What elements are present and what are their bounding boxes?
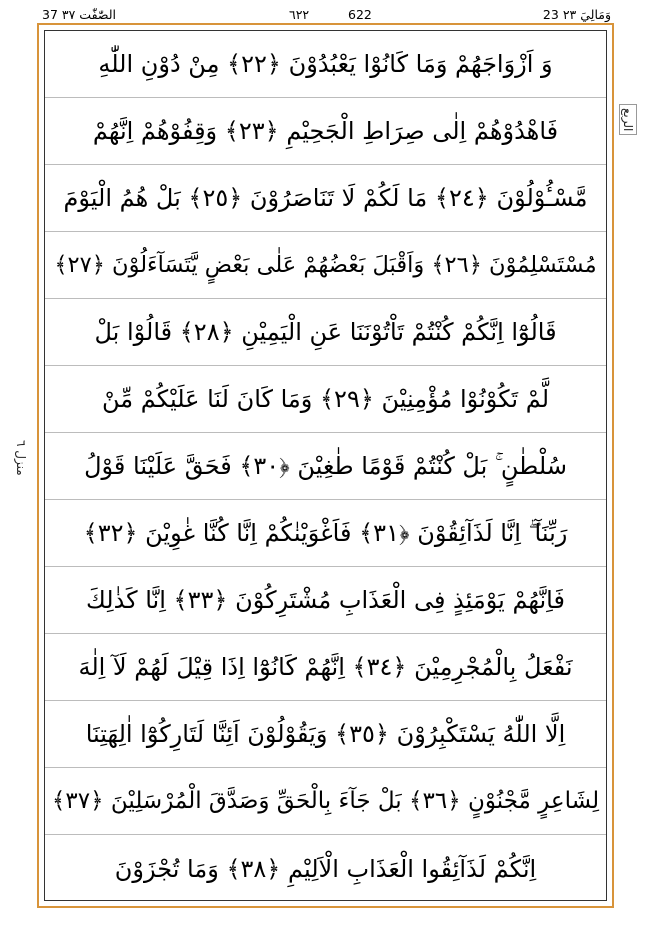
manzil-marker: منزل ٦ [14, 440, 28, 476]
rub-marker: الربع [619, 104, 637, 135]
text-line [45, 500, 606, 567]
text-line [45, 366, 606, 433]
text-line [45, 299, 606, 366]
page-number: 622 [348, 7, 372, 22]
text-line [45, 232, 606, 299]
para-name-header: 23 وَمَالِيَ ٢٣ [542, 7, 611, 22]
verse-line-text: لِشَاعِرٍ مَّجْنُوْنٍ ﴿٣٦﴾ بَلْ جَآءَ بِالْحَقِّ وَصَدَّقَ الْمُرْسَلِيْنَ ﴿٣٧﴾ [51, 787, 600, 814]
page-number-arabic: ٦٢٢ [289, 7, 310, 22]
verse-line-text: وَ اَزْوَاجَهُمْ وَمَا كَانُوْا يَعْبُدُوْنَ ﴿٢٢﴾ مِنْ دُوْنِ اللّٰهِ [98, 50, 553, 78]
text-line [45, 433, 606, 500]
text-line [45, 567, 606, 634]
verse-line-text: رَبِّنَآ ۖ اِنَّا لَذَآئِقُوْنَ ﴿٣١﴾ فَاَغْوَيْنٰكُمْ اِنَّا كُنَّا غٰوِيْنَ ﴿٣٢﴾ [83, 519, 568, 547]
verse-line-text: سُلْطٰنٍ ۚ بَلْ كُنْتُمْ قَوْمًا طٰغِيْنَ ﴿٣٠﴾ فَحَقَّ عَلَيْنَا قَوْلُ [84, 452, 567, 480]
verse-line-text: اِنَّكُمْ لَذَآئِقُوا الْعَذَابِ الْاَلِيْمِ ﴿٣٨﴾ وَمَا تُجْزَوْنَ [114, 854, 537, 883]
verse-line-text: مَّسْـُٔوْلُوْنَ ﴿٢٤﴾ مَا لَكُمْ لَا تَنَاصَرُوْنَ ﴿٢٥﴾ بَلْ هُمُ الْيَوْمَ [63, 184, 588, 212]
text-line [45, 98, 606, 165]
verse-line-text: فَاهْدُوْهُمْ اِلٰى صِرَاطِ الْجَحِيْمِ ﴿٢٣﴾ وَقِفُوْهُمْ اِنَّهُمْ [92, 117, 559, 145]
surah-name-header: 37 الصّٰفّٰت ٣٧ [42, 7, 117, 22]
verse-line-text: مُسْتَسْلِمُوْنَ ﴿٢٦﴾ وَاَقْبَلَ بَعْضُهُمْ عَلٰى بَعْضٍ يَّتَسَآءَلُوْنَ ﴿٢٧﴾ [54, 251, 597, 278]
text-line [45, 634, 606, 701]
verse-line-text: نَفْعَلُ بِالْمُجْرِمِيْنَ ﴿٣٤﴾ اِنَّهُمْ كَانُوْٓا اِذَا قِيْلَ لَهُمْ لَآ اِلٰهَ [78, 653, 573, 681]
verse-line-text: اِلَّا اللّٰهُ يَسْتَكْبِرُوْنَ ﴿٣٥﴾ وَيَقُوْلُوْنَ اَئِنَّا لَتَارِكُوْٓا اٰلِهَتِنَا [85, 720, 566, 748]
text-line [45, 768, 606, 835]
verse-line-text: قَالُوْٓا اِنَّكُمْ كُنْتُمْ تَاْتُوْنَنَا عَنِ الْيَمِيْنِ ﴿٢٨﴾ قَالُوْا بَلْ [94, 318, 557, 346]
verse-line-text: فَاِنَّهُمْ يَوْمَئِذٍ فِى الْعَذَابِ مُشْتَرِكُوْنَ ﴿٣٣﴾ اِنَّا كَذٰلِكَ [86, 586, 565, 614]
text-line [45, 31, 606, 98]
text-line [45, 165, 606, 232]
text-line [45, 701, 606, 768]
quran-text-block [45, 31, 606, 900]
text-line [45, 835, 606, 902]
verse-line-text: لَّمْ تَكُوْنُوْا مُؤْمِنِيْنَ ﴿٢٩﴾ وَمَا كَانَ لَنَا عَلَيْكُمْ مِّنْ [101, 385, 550, 413]
